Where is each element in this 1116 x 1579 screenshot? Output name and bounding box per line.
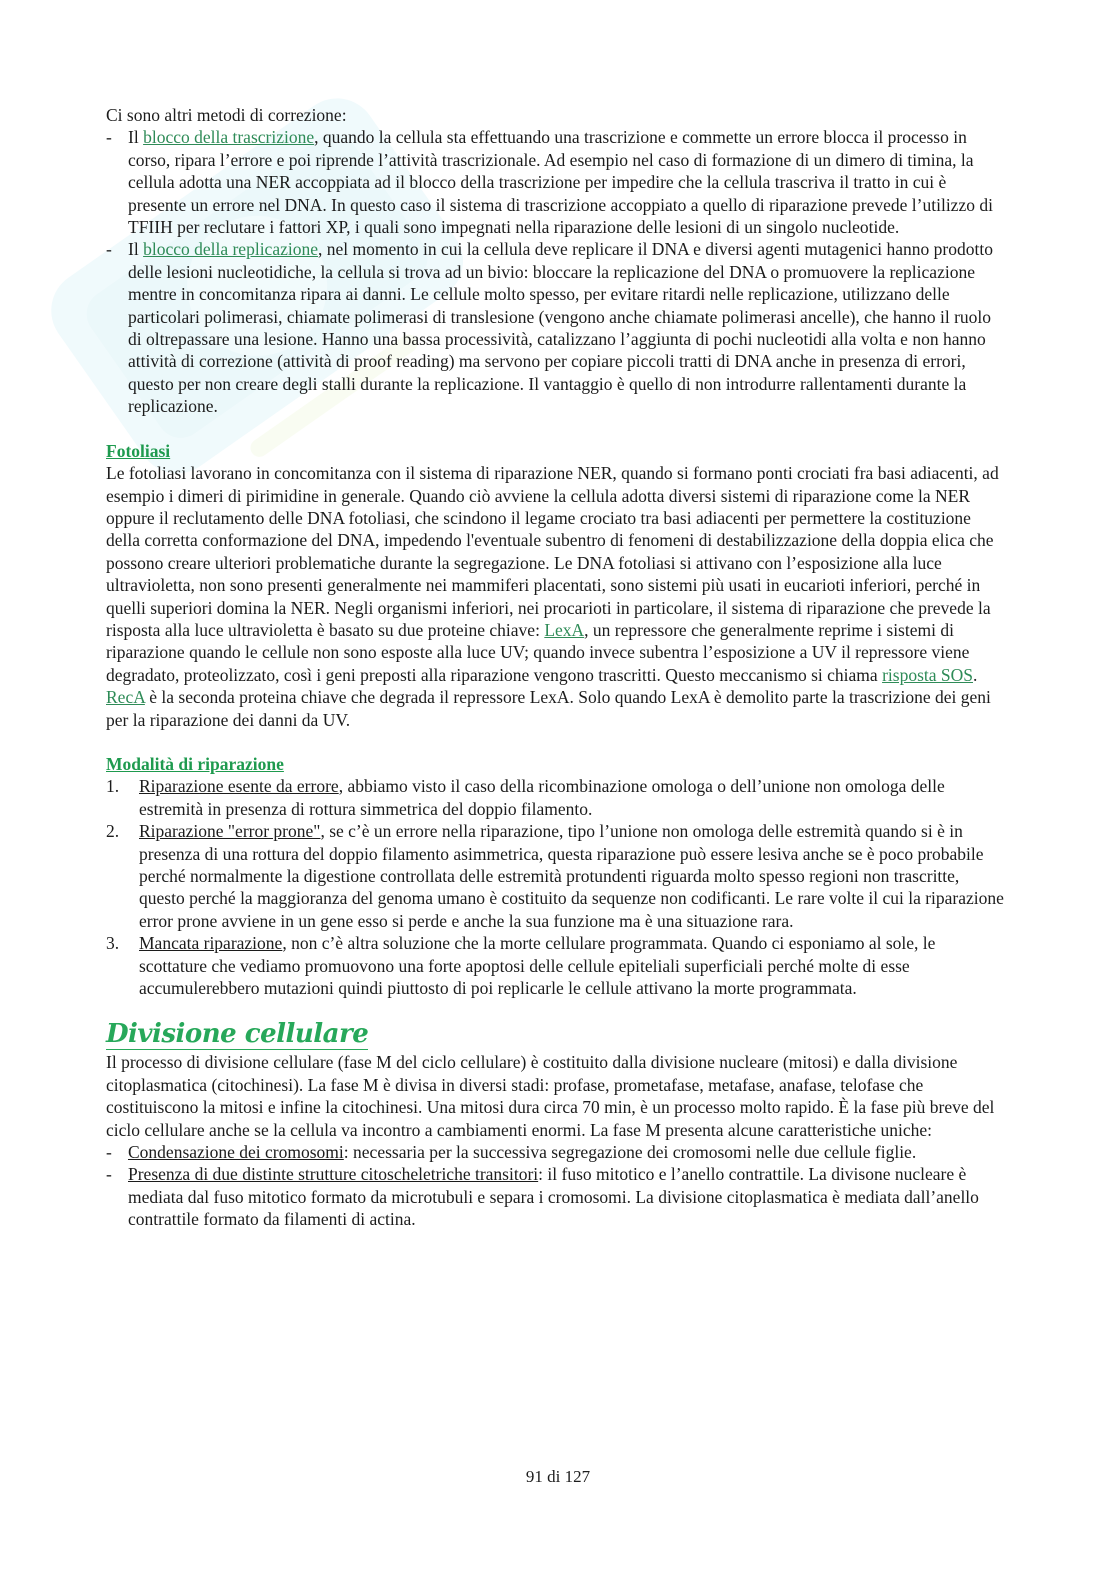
item-term: Presenza di due distinte strutture citoscheletriche transitori (128, 1164, 539, 1185)
section-title (106, 1019, 1006, 1049)
list-item (106, 1163, 1006, 1230)
risposta-sos-link[interactable]: risposta SOS (882, 664, 973, 685)
list-item (106, 932, 1006, 999)
section-title-text: Divisione cellulare (106, 1019, 369, 1050)
item-term: Mancata riparazione (139, 933, 283, 954)
item-term: Riparazione esente da errore (139, 776, 339, 797)
fotoliasi-heading: Fotoliasi (106, 440, 171, 461)
item-text: , nel momento in cui la cellula deve replicare il DNA e diversi agenti mutagenici hanno prodotto delle lesioni nucleotidiche, la cellula si trova ad un bivio: bloccare la replicazione del DNA o promuovere la replicazione mentre in concomitanza ripara ai danni. Le cellule molto spesso, per evitare ritardi nelle replicazione, utilizzano delle particolari polimerasi, chiamate polimerasi di translesione (vengono anche chiamate polimerasi ancelle), che hanno il ruolo di oltrepassare una lesione. Hanno una bassa processività, catalizzano l’aggiunta di pochi nucleotidi alla volta e non hanno attività di correzione (attività di proof reading) ma servono per copiare piccoli tratti di DNA anche in presenza di errori, questo per non creare degli stalli durante la replicazione. Il vantaggio è quello di non introdurre rallentamenti durante la replicazione. (128, 239, 993, 417)
correction-methods-list (106, 126, 1006, 417)
paragraph-text: . (972, 664, 978, 685)
page-content (106, 104, 1006, 1231)
item-number: 3. (106, 933, 120, 954)
item-number: 1. (106, 776, 120, 797)
reca-link[interactable]: RecA (106, 687, 145, 708)
page-number: 91 di 127 (525, 1467, 591, 1486)
item-prefix: Il (128, 127, 144, 148)
item-text: : necessaria per la successiva segregazione dei cromosomi nelle due cellule figlie. (343, 1142, 917, 1163)
repair-modes-list (106, 775, 1006, 999)
item-text: , se c’è un errore nella riparazione, tipo l’unione non omologa delle estremità quando si è in presenza di una rottura del doppio filamento asimmetrica, questa riparazione può essere lesiva anche se è poco probabile perché normalmente la digestione controllata delle estremità protundenti riguarda molto spesso regioni non trascritte, questo perché la maggioranza del genoma umano è costituito da sequenze non codificanti. Le rare volte il cui la riparazione error prone avviene in un gene esso si perde e anche la sua funzione ma è una situazione rara. (139, 821, 1004, 931)
fase-m-list (106, 1141, 1006, 1231)
fotoliasi-paragraph (106, 462, 1006, 731)
blocco-replicazione-link[interactable]: blocco della replicazione (143, 239, 318, 260)
item-number: 2. (106, 821, 120, 842)
item-term: Condensazione dei cromosomi (128, 1142, 344, 1163)
paragraph-text: è la seconda proteina chiave che degrada il repressore LexA. Solo quando LexA è demolito parte la trascrizione dei geni per la riparazione dei danni da UV. (106, 687, 991, 730)
blocco-trascrizione-link[interactable]: blocco della trascrizione (143, 127, 315, 148)
item-text: , abbiamo visto il caso della ricombinazione omologa o dell’unione non omologa delle estremità in presenza di rottura simmetrica del doppio filamento. (139, 776, 945, 819)
list-item (106, 775, 1006, 820)
item-text: , quando la cellula sta effettuando una trascrizione e commette un errore blocca il processo in corso, ripara l’errore e poi riprende l’attività trascrizionale. Ad esempio nel caso di formazione di un dimero di timina, la cellula adotta una NER accoppiata ad il blocco della trascrizione per impedire che la cellula trascriva il tratto in cui è presente un errore nel DNA. In questo caso il sistema di trascrizione accoppiato a quello di riparazione prevede l’utilizzo di TFIIH per reclutare i fattori XP, i quali sono impegnati nella riparazione delle lesioni di un singolo nucleotide. (128, 127, 993, 238)
item-term: Riparazione "error prone" (139, 821, 321, 842)
paragraph-text: , un repressore che generalmente reprime i sistemi di riparazione quando le cellule non sono esposte alla luce UV; quando invece subentra l’esposizione a UV il repressore viene degradato, proteolizzato, così i geni preposti alla riparazione vengono trascritti. Questo meccanismo si chiama (106, 619, 970, 685)
list-item (106, 126, 1006, 238)
divisione-paragraph: Il processo di divisione cellulare (fase M del ciclo cellulare) è costituito dalla divisione nucleare (mitosi) e dalla divisione citoplasmatica (citochinesi). La fase M è divisa in diversi stadi: profase, prometafase, metafase, anafase, telofase che costituiscono la mitosi e infine la citochinesi. Una mitosi dura circa 70 min, è un processo molto rapido. È la fase più breve del ciclo cellulare anche se la cellula va incontro a cambiamenti enormi. La fase M presenta alcune caratteristiche uniche: (106, 1052, 995, 1140)
modalita-heading: Modalità di riparazione (106, 753, 284, 774)
intro-text: Ci sono altri metodi di correzione: (106, 105, 347, 125)
item-prefix: Il (128, 239, 144, 260)
lexa-link[interactable]: LexA (544, 619, 585, 640)
paragraph-text: Le fotoliasi lavorano in concomitanza con il sistema di riparazione NER, quando si formano ponti crociati fra basi adiacenti, ad esempio i dimeri di pirimidine in generale. Quando ciò avviene la cellula adotta diversi sistemi di riparazione come la NER oppure il reclutamento delle DNA fotoliasi, che scindono il legame crociato tra basi adiacenti per permettere la costituzione della corretta conformazione del DNA, impedendo l'eventuale subentro di fenomeni di destabilizzazione della doppia elica che possono creare ulteriori problematiche durante la segregazione. Le DNA fotoliasi si attivano con l’esposizione alla luce ultravioletta, non sono presenti generalmente nei mammiferi placentati, sono sistemi più usati in eucarioti inferiori, perché in quelli superiori domina la NER. Negli organismi inferiori, nei procarioti in particolare, il sistema di riparazione che prevede la risposta alla luce ultravioletta è basato su due proteine chiave: (106, 463, 999, 640)
list-item (106, 820, 1006, 932)
list-item (106, 1141, 1006, 1163)
list-item (106, 238, 1006, 417)
item-text: , non c’è altra soluzione che la morte cellulare programmata. Quando ci esponiamo al sole, le scottature che vediamo promuovono una forte apoptosi delle cellule epiteliali superficiali perché molte di esse accumulerebbero mutazioni quindi piuttosto di poi replicarle le cellule attivano la morte programmata. (139, 933, 936, 999)
item-text: : il fuso mitotico e l’anello contrattile. La divisone nucleare è mediata dal fuso mitotico formato da microtubuli e separa i cromosomi. La divisione citoplasmatica è mediata dall’anello contrattile formato da filamenti di actina. (128, 1164, 979, 1230)
